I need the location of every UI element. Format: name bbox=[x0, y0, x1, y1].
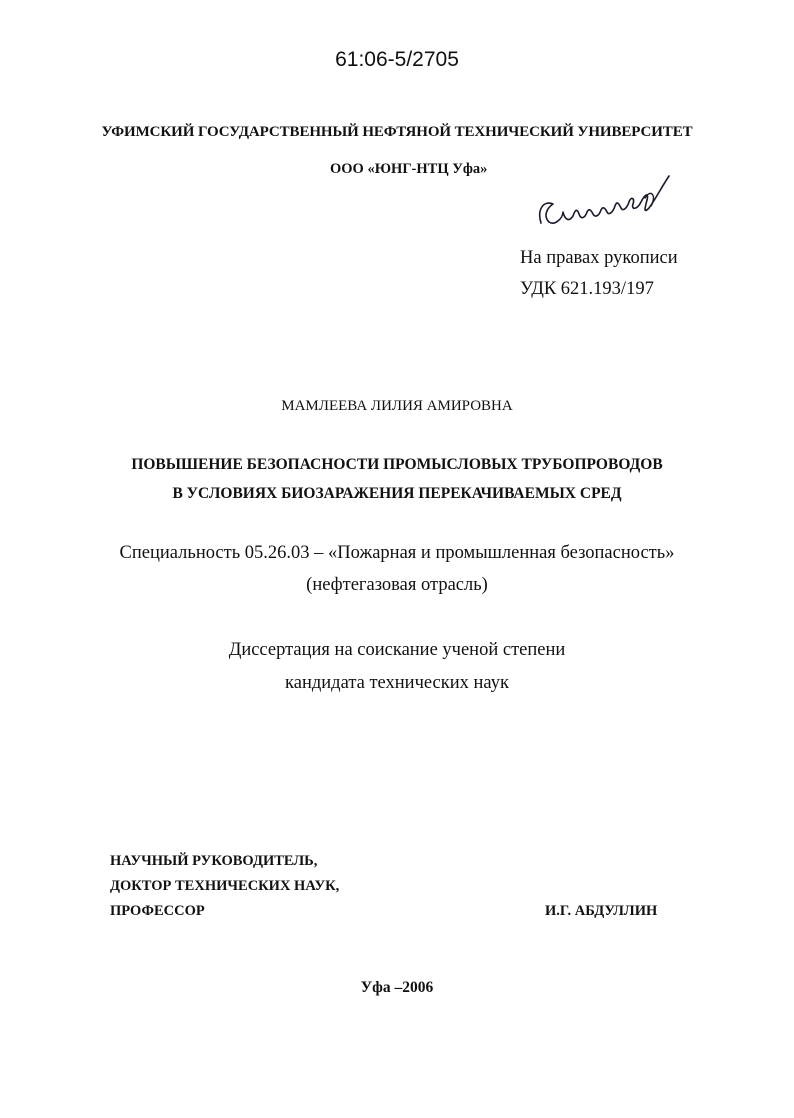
specialty-line1: Специальность 05.26.03 – «Пожарная и промышленная безопасность» bbox=[119, 543, 675, 563]
specialty-line2: (нефтегазовая отрасль) bbox=[306, 575, 488, 595]
degree-line1: Диссертация на соискание ученой степени bbox=[228, 640, 566, 660]
dissertation-title-line1: ПОВЫШЕНИЕ БЕЗОПАСНОСТИ ПРОМЫСЛОВЫХ ТРУБОПРОВОДОВ bbox=[131, 456, 663, 473]
organization-name: ООО «ЮНГ-НТЦ Уфа» bbox=[330, 161, 488, 177]
dissertation-title-line2: В УСЛОВИЯХ БИОЗАРАЖЕНИЯ ПЕРЕКАЧИВАЕМЫХ СРЕД bbox=[172, 485, 622, 502]
handwritten-signature bbox=[533, 168, 683, 241]
university-name: УФИМСКИЙ ГОСУДАРСТВЕННЫЙ НЕФТЯНОЙ ТЕХНИЧЕСКИЙ УНИВЕРСИТЕТ bbox=[101, 124, 693, 140]
degree-line2: кандидата технических наук bbox=[285, 673, 509, 693]
supervisor-role2: ДОКТОР ТЕХНИЧЕСКИХ НАУК, bbox=[110, 878, 340, 894]
supervisor-name: И.Г. АБДУЛЛИН bbox=[545, 903, 658, 919]
manuscript-rights: На правах рукописи bbox=[520, 248, 678, 268]
signature-icon bbox=[533, 168, 683, 236]
city-year: Уфа –2006 bbox=[360, 979, 434, 996]
archive-code: 61:06-5/2705 bbox=[335, 48, 459, 71]
supervisor-role3: ПРОФЕССОР bbox=[110, 903, 205, 919]
supervisor-role1: НАУЧНЫЙ РУКОВОДИТЕЛЬ, bbox=[110, 853, 318, 869]
udk-code: УДК 621.193/197 bbox=[520, 279, 654, 299]
author-name: МАМЛЕЕВА ЛИЛИЯ АМИРОВНА bbox=[281, 398, 513, 414]
